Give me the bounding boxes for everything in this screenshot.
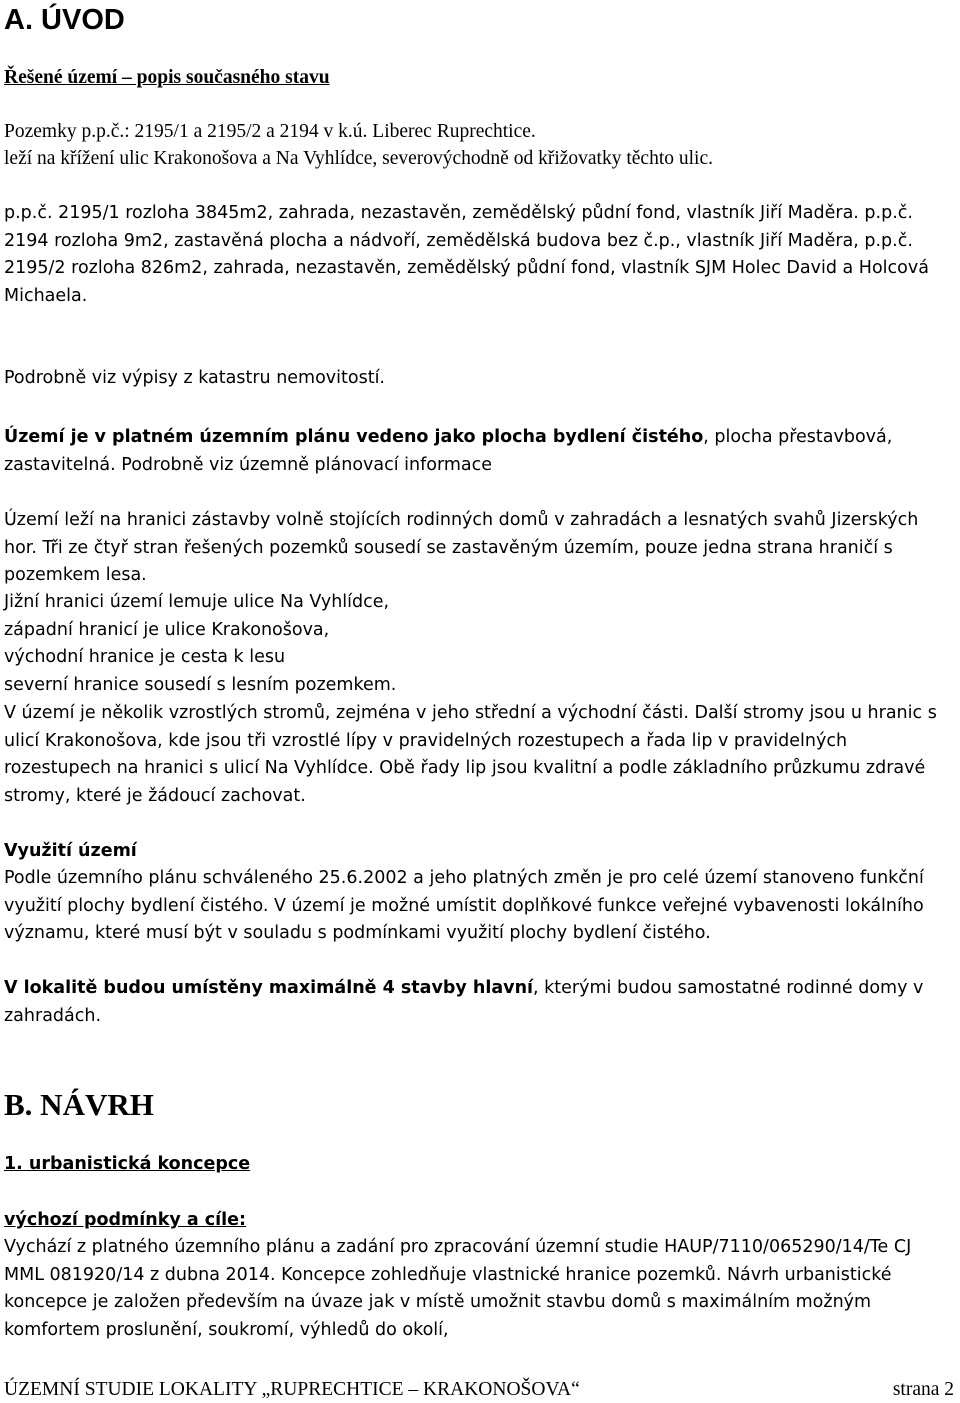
intro-line-2: leží na křížení ulic Krakonošova a Na Vyhlídce, severovýchodně od křižovatky těchto ulic. bbox=[4, 148, 713, 169]
section-a-heading: A. ÚVOD bbox=[4, 4, 125, 36]
border-line: východní hranice je cesta k lesu bbox=[4, 647, 286, 667]
houses-rest-text: , kterými budou samostatné rodinné domy v zahradách. bbox=[4, 978, 924, 1026]
section-b-subheading-1: 1. urbanistická koncepce bbox=[4, 1154, 251, 1174]
border-line: Jižní hranici území lemuje ulice Na Vyhlídce, bbox=[4, 592, 390, 612]
plan-bold-text: Území je v platném územním plánu vedeno jako plocha bydlení čistého bbox=[4, 427, 704, 447]
section-a-subheading: Řešené území – popis současného stavu bbox=[4, 67, 330, 88]
usage-heading: Využití území bbox=[4, 841, 137, 861]
concept-paragraph: Vychází z platného územního plánu a zadání pro zpracování územní studie HAUP/7110/065290/14/Te CJ MML 081920/14 z dubna 2014. Koncepce zohledňuje vlastnické hranice pozemků. Návrh urbanistické koncepce je založen především na úvaze jak v místě umožnit stavbu domů s maximálním možným komfortem proslunění, soukromí, výhledů do okolí, bbox=[4, 1237, 912, 1340]
houses-bold-text: V lokalitě budou umístěny maximálně 4 stavby hlavní bbox=[4, 978, 534, 998]
location-paragraph: Území leží na hranici zástavby volně stojících rodinných domů v zahradách a lesnatých svahů Jizerských hor. Tři ze čtyř stran řešených pozemků sousedí se zastavěným územím, pouze jedna strana hraničí s pozemkem lesa. bbox=[4, 510, 919, 585]
intro-line-1: Pozemky p.p.č.: 2195/1 a 2195/2 a 2194 v k.ú. Liberec Ruprechtice. bbox=[4, 121, 536, 142]
houses-paragraph bbox=[4, 975, 954, 1030]
section-b-subheading-2: výchozí podmínky a cíle: bbox=[4, 1210, 246, 1230]
parcels-paragraph: p.p.č. 2195/1 rozloha 3845m2, zahrada, nezastavěn, zemědělský půdní fond, vlastník Jiří Maděra. p.p.č. 2194 rozloha 9m2, zastavěná plocha a nádvoří, zemědělská budova bez č.p., vlastník Jiří Maděra, p.p.č. 2195/2 rozloha 826m2, zahrada, nezastavěn, zemědělský půdní fond, vlastník SJM Holec David a Holcová Michaela. bbox=[4, 203, 929, 306]
plan-paragraph bbox=[4, 424, 954, 479]
plan-rest-text: , plocha přestavbová, zastavitelná. Podrobně viz územně plánovací informace bbox=[4, 427, 893, 475]
border-line: severní hranice sousedí s lesním pozemkem. bbox=[4, 674, 397, 695]
usage-paragraph: Podle územního plánu schváleného 25.6.2002 a jeho platných změn je pro celé území stanoveno funkční využití plochy bydlení čistého. V území je možné umístit doplňkové funkce veřejné vybavenosti lokálního významu, které musí být v souladu s podmínkami využití plochy bydlení čistého. bbox=[4, 868, 924, 943]
borders-list bbox=[4, 589, 954, 699]
section-b-heading: B. NÁVRH bbox=[4, 1087, 154, 1122]
footer-page-number: strana 2 bbox=[892, 1379, 954, 1400]
cadastre-note: Podrobně viz výpisy z katastru nemovitostí. bbox=[4, 368, 385, 388]
border-line: západní hranicí je ulice Krakonošova, bbox=[4, 619, 330, 640]
trees-paragraph: V území je několik vzrostlých stromů, zejména v jeho střední a východní části. Další stromy jsou u hranic s ulicí Krakonošova, kde jsou tři vzrostlé lípy v pravidelných rozestupech a řada lip v pravidelných rozestupech na hranici s ulicí Na Vyhlídce. Obě řady lip jsou kvalitní a podle základního průzkumu zdravé stromy, které je žádoucí zachovat. bbox=[4, 703, 937, 806]
footer-title: ÚZEMNÍ STUDIE LOKALITY „RUPRECHTICE – KRAKONOŠOVA“ bbox=[4, 1379, 580, 1400]
page-footer bbox=[4, 1377, 954, 1403]
